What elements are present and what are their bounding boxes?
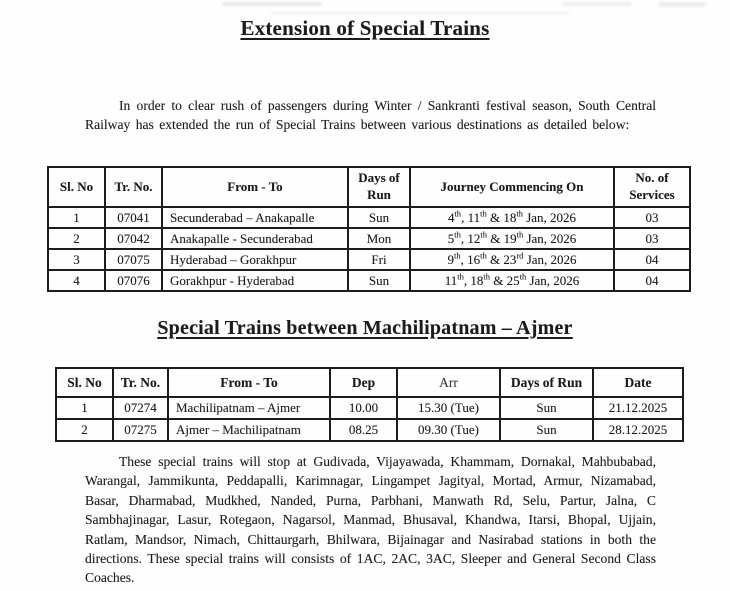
cell-fromto: Machilipatnam – Ajmer xyxy=(168,397,330,419)
column-header-slno: Sl. No xyxy=(48,167,105,207)
column-header-dep: Dep xyxy=(330,368,397,397)
cell-arr: 15.30 (Tue) xyxy=(397,397,500,419)
cell-journey: 5th, 12th & 19th Jan, 2026 xyxy=(410,228,614,249)
extension-special-trains-table xyxy=(47,166,691,292)
cell-journey: 4th, 11th & 18th Jan, 2026 xyxy=(410,207,614,228)
cell-dep: 10.00 xyxy=(330,397,397,419)
cell-daysofrun: Fri xyxy=(348,249,410,270)
column-header-services: No. of Services xyxy=(614,167,690,207)
cell-journey: 11th, 18th & 25th Jan, 2026 xyxy=(410,270,614,291)
cell-trno: 07075 xyxy=(105,249,162,270)
cell-services: 04 xyxy=(614,270,690,291)
cell-dep: 08.25 xyxy=(330,419,397,441)
cell-slno: 3 xyxy=(48,249,105,270)
cell-services: 04 xyxy=(614,249,690,270)
table-row xyxy=(56,397,683,419)
cell-trno: 07274 xyxy=(113,397,168,419)
scan-artifact xyxy=(222,2,322,6)
cell-date: 21.12.2025 xyxy=(593,397,683,419)
table-header-row xyxy=(56,368,683,397)
cell-slno: 2 xyxy=(48,228,105,249)
cell-slno: 1 xyxy=(56,397,113,419)
cell-fromto: Secunderabad – Anakapalle xyxy=(162,207,348,228)
column-header-trno: Tr. No. xyxy=(113,368,168,397)
cell-daysofrun: Sun xyxy=(500,419,593,441)
cell-date: 28.12.2025 xyxy=(593,419,683,441)
cell-fromto: Gorakhpur - Hyderabad xyxy=(162,270,348,291)
intro-paragraph: In order to clear rush of passengers during Winter / Sankranti festival season, South Central Railway has extended the run of Special Trains between various destinations as detailed below: xyxy=(85,98,656,132)
cell-trno: 07042 xyxy=(105,228,162,249)
cell-fromto: Anakapalle - Secunderabad xyxy=(162,228,348,249)
cell-daysofrun: Sun xyxy=(348,270,410,291)
scan-artifact xyxy=(562,2,632,6)
scan-artifact xyxy=(270,12,570,15)
scan-artifact xyxy=(658,2,706,7)
column-header-fromto: From - To xyxy=(168,368,330,397)
cell-fromto: Ajmer – Machilipatnam xyxy=(168,419,330,441)
page-title: Extension of Special Trains xyxy=(240,16,490,40)
cell-trno: 07041 xyxy=(105,207,162,228)
cell-daysofrun: Sun xyxy=(348,207,410,228)
column-header-journey: Journey Commencing On xyxy=(410,167,614,207)
cell-slno: 1 xyxy=(48,207,105,228)
column-header-date: Date xyxy=(593,368,683,397)
table-row xyxy=(56,419,683,441)
column-header-slno: Sl. No xyxy=(56,368,113,397)
cell-trno: 07076 xyxy=(105,270,162,291)
table-row xyxy=(48,207,690,228)
column-header-arr: Arr xyxy=(397,368,500,397)
cell-fromto: Hyderabad – Gorakhpur xyxy=(162,249,348,270)
cell-trno: 07275 xyxy=(113,419,168,441)
table-row xyxy=(48,270,690,291)
stops-paragraph: These special trains will stop at Gudivada, Vijayawada, Khammam, Dornakal, Mahbubabad, Warangal, Jammikunta, Peddapalli, Karimnagar, Lingampet Jagityal, Mortad, Armur, Nizamabad, Basar, Dharmabad, Mudkhed, Nanded, Purna, Parbhani, Manwath Rd, Selu, Partur, Jalna, C Sambhajinagar, Lasur, Rotegaon, Nagarsol, Manmad, Bhusaval, Khandwa, Itarsi, Bhopal, Ujjain, Ratlam, Mandsor, Nimach, Chittaurgarh, Bhilwara, Bijainagar and Nasirabad stations in both the directions. These special trains will consists of 1AC, 2AC, 3AC, Sleeper and General Second Class Coaches. xyxy=(85,454,656,586)
column-header-daysofrun: Days of Run xyxy=(500,368,593,397)
table-row xyxy=(48,249,690,270)
cell-daysofrun: Mon xyxy=(348,228,410,249)
cell-services: 03 xyxy=(614,228,690,249)
cell-services: 03 xyxy=(614,207,690,228)
column-header-trno: Tr. No. xyxy=(105,167,162,207)
column-header-fromto: From - To xyxy=(162,167,348,207)
column-header-daysofrun: Days of Run xyxy=(348,167,410,207)
cell-daysofrun: Sun xyxy=(500,397,593,419)
cell-slno: 4 xyxy=(48,270,105,291)
cell-arr: 09.30 (Tue) xyxy=(397,419,500,441)
machilipatnam-ajmer-table xyxy=(55,367,684,442)
section-title: Special Trains between Machilipatnam – Ajmer xyxy=(157,317,573,339)
table-header-row xyxy=(48,167,690,207)
table-row xyxy=(48,228,690,249)
cell-journey: 9th, 16th & 23rd Jan, 2026 xyxy=(410,249,614,270)
cell-slno: 2 xyxy=(56,419,113,441)
